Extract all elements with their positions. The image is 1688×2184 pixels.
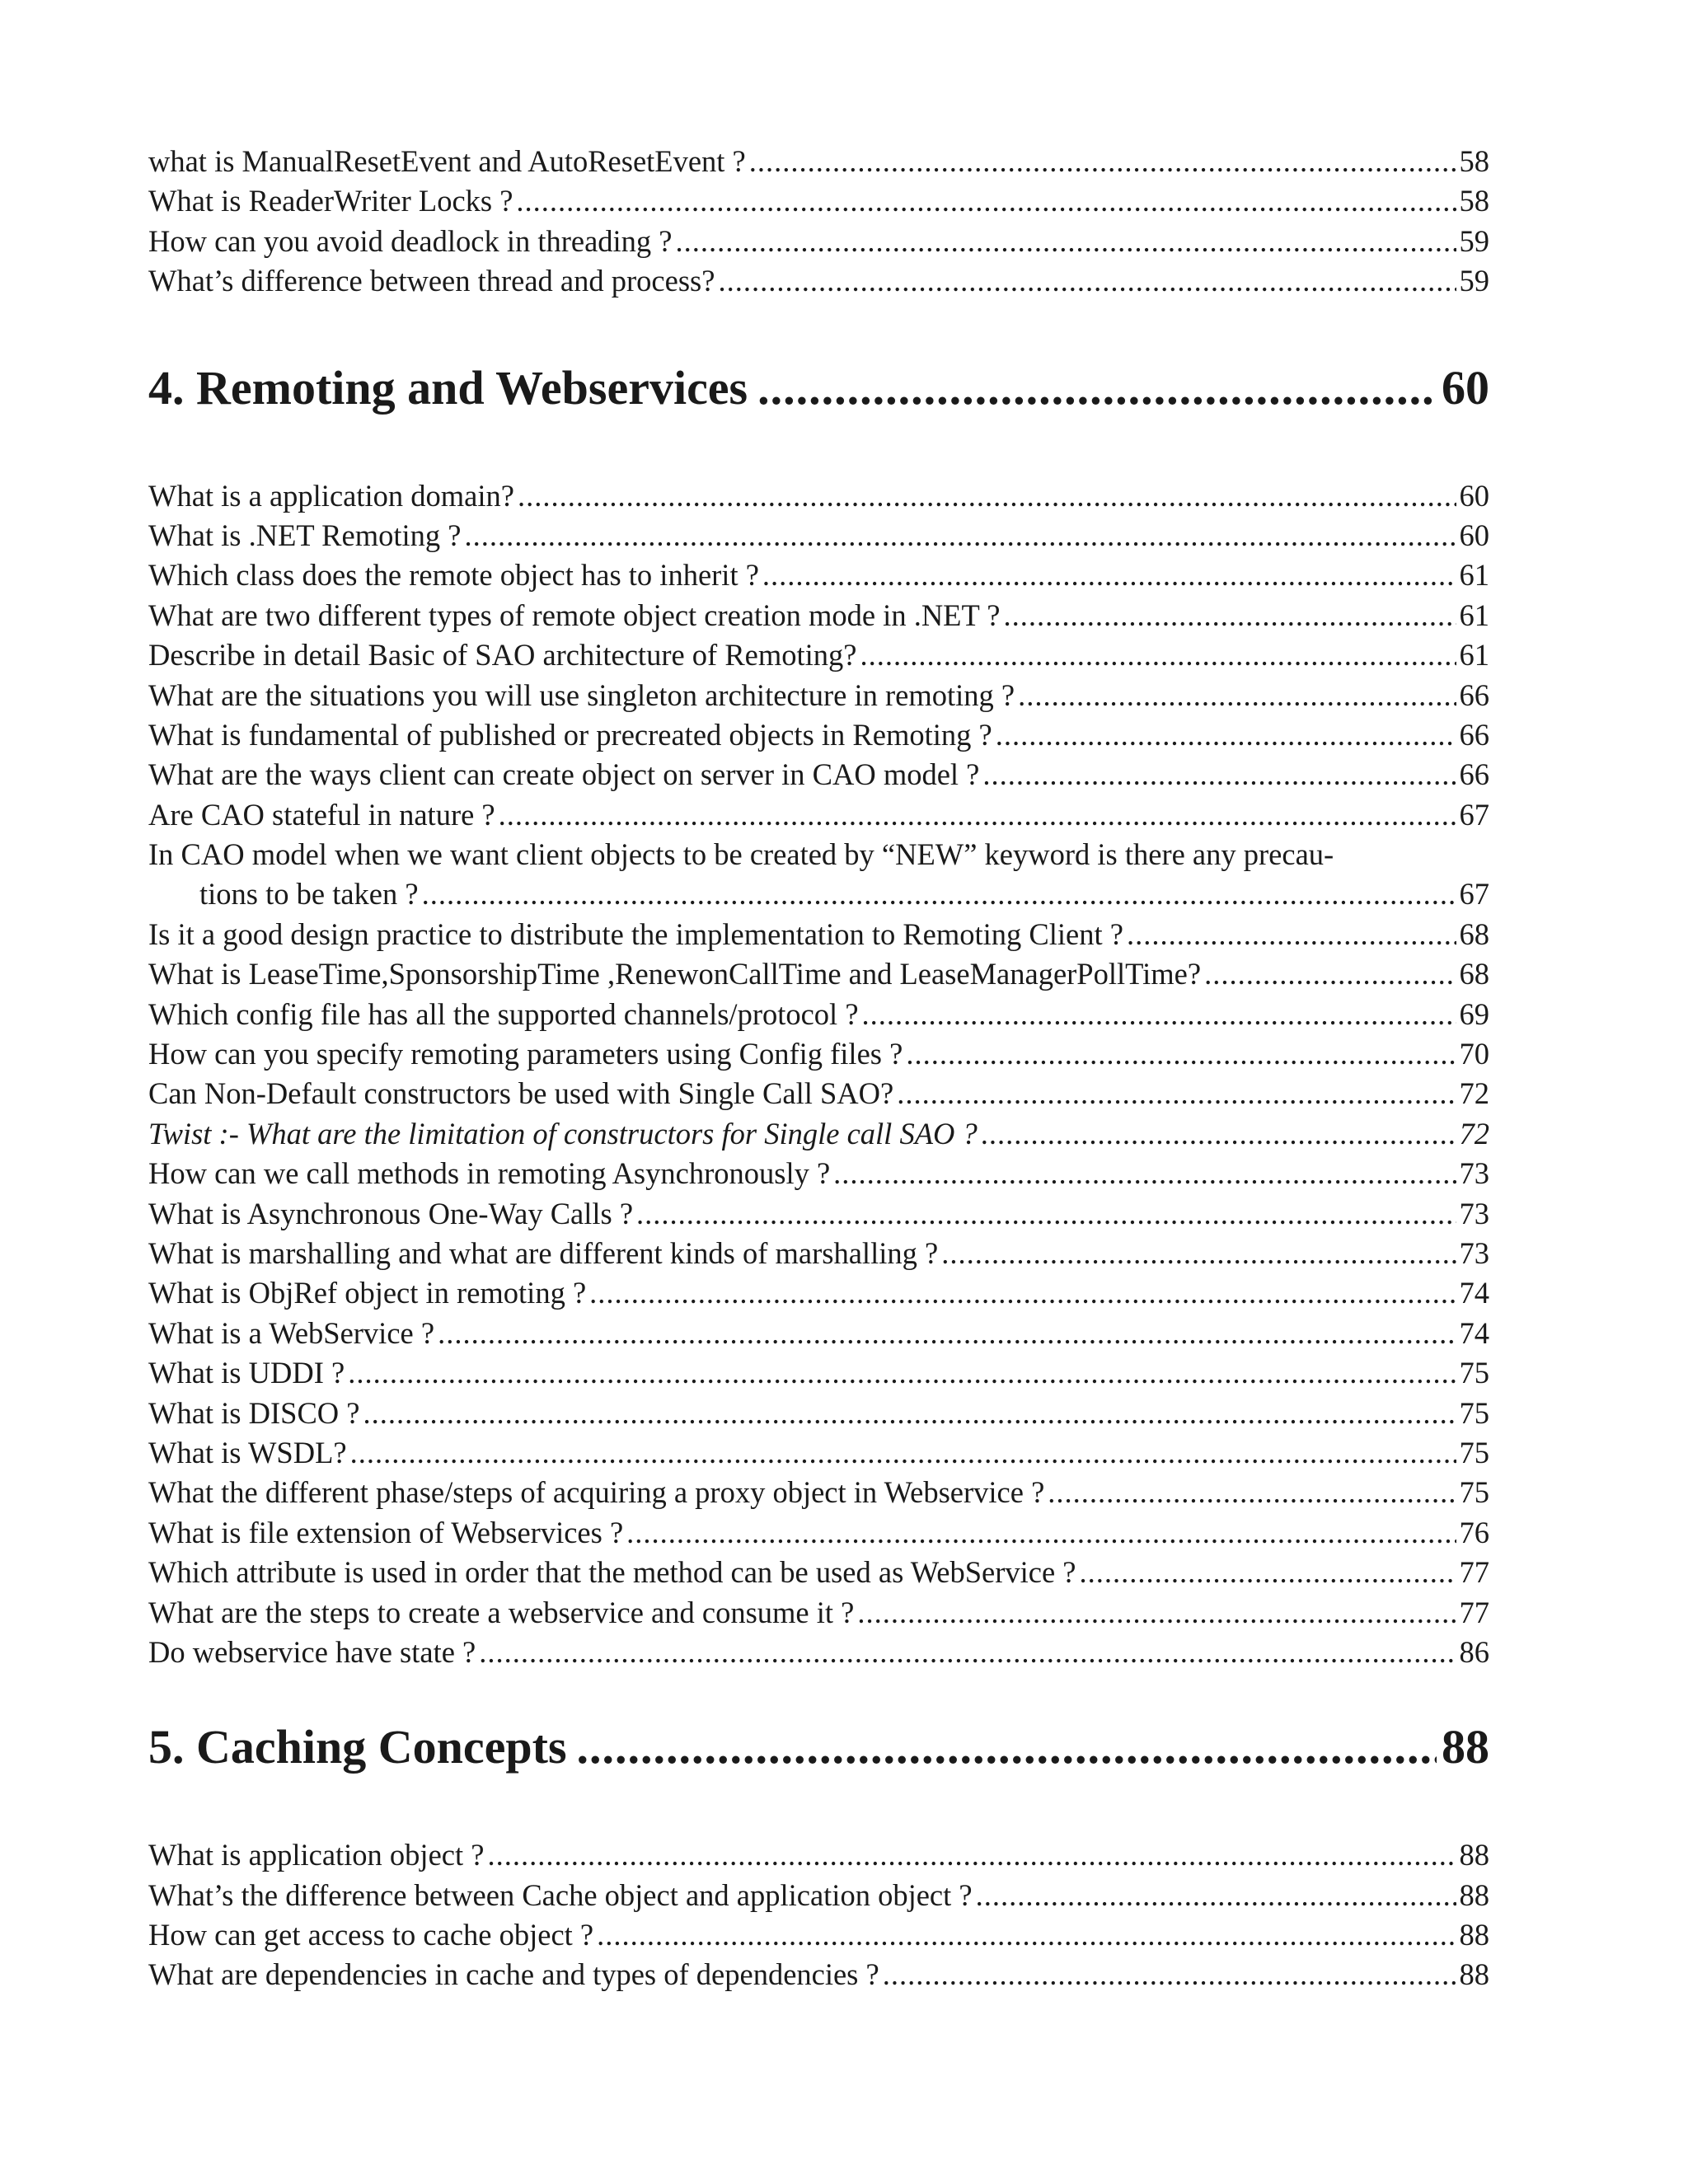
toc-entry-page: 72: [1459, 1076, 1489, 1111]
toc-entry-title: Can Non-Default constructors be used with Single Call SAO?: [148, 1076, 894, 1111]
chapter-page: 88: [1442, 1720, 1489, 1774]
toc-entry-title: In CAO model when we want client objects to be created by “NEW” keyword is there any precau-: [148, 837, 1334, 872]
dot-leader: [1080, 1553, 1456, 1592]
dot-leader: [1127, 915, 1456, 954]
dot-leader: [749, 142, 1456, 181]
toc-entry: [148, 1154, 1489, 1193]
toc-entry-page: 61: [1459, 638, 1489, 673]
toc-entry: [148, 1034, 1489, 1074]
toc-entry-page: 73: [1459, 1156, 1489, 1191]
dot-leader: [862, 995, 1456, 1034]
toc-entry-page: 61: [1459, 598, 1489, 632]
toc-entry-twist: [148, 1114, 1489, 1154]
toc-entry: [148, 1876, 1489, 1915]
toc-entry: [148, 1915, 1489, 1955]
dot-leader: [906, 1034, 1456, 1074]
toc-entry: [148, 1353, 1489, 1393]
chapter-title: 5. Caching Concepts: [148, 1720, 567, 1774]
chapter-heading: [148, 359, 1489, 417]
toc-entry-title: How can you avoid deadlock in threading ?: [148, 223, 673, 258]
toc-entry-title: Describe in detail Basic of SAO architecture of Remoting?: [148, 638, 857, 673]
toc-entry-page: 88: [1459, 1918, 1489, 1952]
dot-leader: [479, 1633, 1456, 1672]
toc-entry-page: 73: [1459, 1196, 1489, 1230]
toc-entry: [148, 261, 1489, 301]
toc-entry: [148, 915, 1489, 954]
toc-entry-page: 68: [1459, 916, 1489, 951]
toc-entry-page: 67: [1459, 797, 1489, 832]
toc-entry-title: What is a WebService ?: [148, 1315, 435, 1350]
toc-entry-title: What’s difference between thread and process?: [148, 264, 715, 298]
toc-entry-page: 76: [1459, 1515, 1489, 1549]
toc-entry-title: Is it a good design practice to distribute the implementation to Remoting Client ?: [148, 916, 1123, 951]
toc-entry-title: What is a application domain?: [148, 478, 514, 513]
toc-entry-title: What’s the difference between Cache object and application object ?: [148, 1877, 973, 1912]
toc-entry-title: What are dependencies in cache and types of dependencies ?: [148, 1957, 879, 1992]
dot-leader: [976, 1876, 1456, 1915]
dot-leader: [499, 795, 1456, 835]
toc-entry: [148, 1633, 1489, 1672]
dot-leader: [636, 1194, 1456, 1234]
toc-section-caching: [148, 1835, 1489, 1995]
toc-entry: [148, 635, 1489, 675]
toc-entry-page: 74: [1459, 1315, 1489, 1350]
toc-entry-page: 77: [1459, 1555, 1489, 1590]
dot-leader: [464, 516, 1456, 555]
toc-entry-title: Which config file has all the supported channels/protocol ?: [148, 996, 859, 1031]
dot-leader: [350, 1433, 1456, 1473]
toc-entry: [148, 1273, 1489, 1313]
toc-entry: [148, 1473, 1489, 1512]
dot-leader: [833, 1154, 1456, 1193]
toc-entry-page: 88: [1459, 1838, 1489, 1872]
toc-entry-title: Which class does the remote object has to inherit ?: [148, 558, 759, 593]
dot-leader: [762, 555, 1456, 595]
toc-entry-title: What the different phase/steps of acquiring a proxy object in Webservice ?: [148, 1475, 1045, 1510]
toc-entry-title: How can get access to cache object ?: [148, 1918, 594, 1952]
toc-entry-title: What is UDDI ?: [148, 1356, 345, 1390]
dot-leader: [363, 1394, 1456, 1433]
chapter-page: 60: [1442, 360, 1489, 415]
dot-leader: [857, 1593, 1456, 1633]
toc-entry-title: What is marshalling and what are different kinds of marshalling ?: [148, 1235, 939, 1270]
dot-leader: [422, 874, 1456, 914]
dot-leader: [676, 222, 1456, 261]
toc-entry-title: Which attribute is used in order that the method can be used as WebService ?: [148, 1555, 1076, 1590]
toc-entry: [148, 954, 1489, 994]
dot-leader: [1204, 954, 1456, 994]
toc-entry-title: What are the ways client can create object on server in CAO model ?: [148, 757, 980, 792]
toc-entry-page: 66: [1459, 677, 1489, 712]
toc-entry: [148, 1553, 1489, 1592]
toc-entry: [148, 1835, 1489, 1875]
toc-entry-title: What is ObjRef object in remoting ?: [148, 1276, 587, 1310]
toc-entry-page: 66: [1459, 717, 1489, 752]
toc-entry: [148, 1314, 1489, 1353]
toc-entry-page: 68: [1459, 957, 1489, 991]
dot-leader: [981, 1114, 1456, 1154]
toc-entry-title: What are the situations you will use singleton architecture in remoting ?: [148, 677, 1015, 712]
toc-entry-title: What are two different types of remote object creation mode in .NET ?: [148, 598, 1001, 632]
dot-leader: [589, 1273, 1456, 1313]
toc-section-threading-tail: [148, 142, 1489, 302]
toc-entry-title-continuation: tions to be taken ?: [199, 877, 419, 912]
dot-leader: [897, 1074, 1456, 1113]
toc-entry-page: 61: [1459, 558, 1489, 593]
dot-leader: [982, 755, 1456, 794]
toc-entry: [148, 676, 1489, 715]
dot-leader: [883, 1955, 1456, 1994]
toc-entry-page: 70: [1459, 1037, 1489, 1071]
toc-entry: [148, 1394, 1489, 1433]
toc-entry-page: 88: [1459, 1877, 1489, 1912]
toc-entry-page: 72: [1459, 1116, 1489, 1151]
toc-entry: [148, 1074, 1489, 1113]
dot-leader: [757, 359, 1437, 417]
toc-entry: [148, 715, 1489, 755]
toc-entry-title: Twist :- What are the limitation of constructors for Single call SAO ?: [148, 1116, 978, 1151]
dot-leader: [516, 181, 1456, 221]
toc-entry-title: Do webservice have state ?: [148, 1634, 476, 1669]
toc-entry-page: 58: [1459, 144, 1489, 178]
dot-leader: [487, 1835, 1456, 1875]
toc-entry: [148, 142, 1489, 181]
toc-entry-title: How can you specify remoting parameters using Config files ?: [148, 1037, 903, 1071]
toc-entry-page: 77: [1459, 1595, 1489, 1629]
dot-leader: [577, 1718, 1437, 1776]
toc-entry-title: What is LeaseTime,SponsorshipTime ,RenewonCallTime and LeaseManagerPollTime?: [148, 957, 1202, 991]
toc-entry-page: 88: [1459, 1957, 1489, 1992]
toc-entry-page: 73: [1459, 1235, 1489, 1270]
toc-entry-page: 86: [1459, 1634, 1489, 1669]
toc-entry: [148, 555, 1489, 595]
toc-entry-title: What is Asynchronous One-Way Calls ?: [148, 1196, 634, 1230]
toc-entry-title: What is WSDL?: [148, 1435, 347, 1469]
toc-entry-continuation: [148, 874, 1489, 914]
toc-entry: [148, 995, 1489, 1034]
toc-entry: [148, 476, 1489, 516]
dot-leader: [1048, 1473, 1456, 1512]
toc-entry-title: What is fundamental of published or precreated objects in Remoting ?: [148, 717, 992, 752]
toc-entry-page: 59: [1459, 264, 1489, 298]
dot-leader: [996, 715, 1456, 755]
dot-leader: [718, 261, 1456, 301]
toc-entry-title: What is application object ?: [148, 1838, 485, 1872]
toc-entry: [148, 596, 1489, 635]
toc-entry-wrapped-line: [148, 835, 1489, 874]
toc-entry-title: what is ManualResetEvent and AutoResetEvent ?: [148, 144, 746, 178]
toc-entry: [148, 755, 1489, 794]
toc-entry: [148, 795, 1489, 835]
toc-entry: [148, 1955, 1489, 1994]
toc-entry-page: 60: [1459, 478, 1489, 513]
toc-entry-page: 75: [1459, 1475, 1489, 1510]
dot-leader: [597, 1915, 1456, 1955]
toc-entry: [148, 181, 1489, 221]
toc-entry-page: 58: [1459, 184, 1489, 218]
toc-entry-title: What is .NET Remoting ?: [148, 518, 462, 552]
toc-entry-title: What are the steps to create a webservice and consume it ?: [148, 1595, 855, 1629]
dot-leader: [1018, 676, 1456, 715]
toc-entry-page: 66: [1459, 757, 1489, 792]
toc-entry-page: 59: [1459, 223, 1489, 258]
dot-leader: [626, 1513, 1456, 1553]
toc-entry: [148, 1433, 1489, 1473]
toc-entry: [148, 516, 1489, 555]
toc-entry-page: 60: [1459, 518, 1489, 552]
toc-entry: [148, 222, 1489, 261]
toc-entry-title: Are CAO stateful in nature ?: [148, 797, 495, 832]
chapter-title: 4. Remoting and Webservices: [148, 360, 748, 415]
dot-leader: [518, 476, 1456, 516]
toc-entry-title: What is ReaderWriter Locks ?: [148, 184, 513, 218]
toc-entry: [148, 1513, 1489, 1553]
toc-entry-title: How can we call methods in remoting Asynchronously ?: [148, 1156, 831, 1191]
toc-entry-title: What is file extension of Webservices ?: [148, 1515, 624, 1549]
toc-entry-page: 69: [1459, 996, 1489, 1031]
dot-leader: [438, 1314, 1456, 1353]
toc-entry-page: 75: [1459, 1395, 1489, 1430]
dot-leader: [348, 1353, 1456, 1393]
toc-entry-page: 75: [1459, 1356, 1489, 1390]
toc-entry: [148, 1194, 1489, 1234]
toc-entry: [148, 1593, 1489, 1633]
dot-leader: [1003, 596, 1456, 635]
toc-entry-title: What is DISCO ?: [148, 1395, 360, 1430]
toc-entry-page: 75: [1459, 1435, 1489, 1469]
dot-leader: [941, 1234, 1456, 1273]
toc-section-remoting: [148, 476, 1489, 1673]
toc-entry: [148, 1234, 1489, 1273]
chapter-heading: [148, 1718, 1489, 1776]
toc-entry-page: 74: [1459, 1276, 1489, 1310]
toc-entry-page: 67: [1459, 877, 1489, 912]
dot-leader: [860, 635, 1456, 675]
